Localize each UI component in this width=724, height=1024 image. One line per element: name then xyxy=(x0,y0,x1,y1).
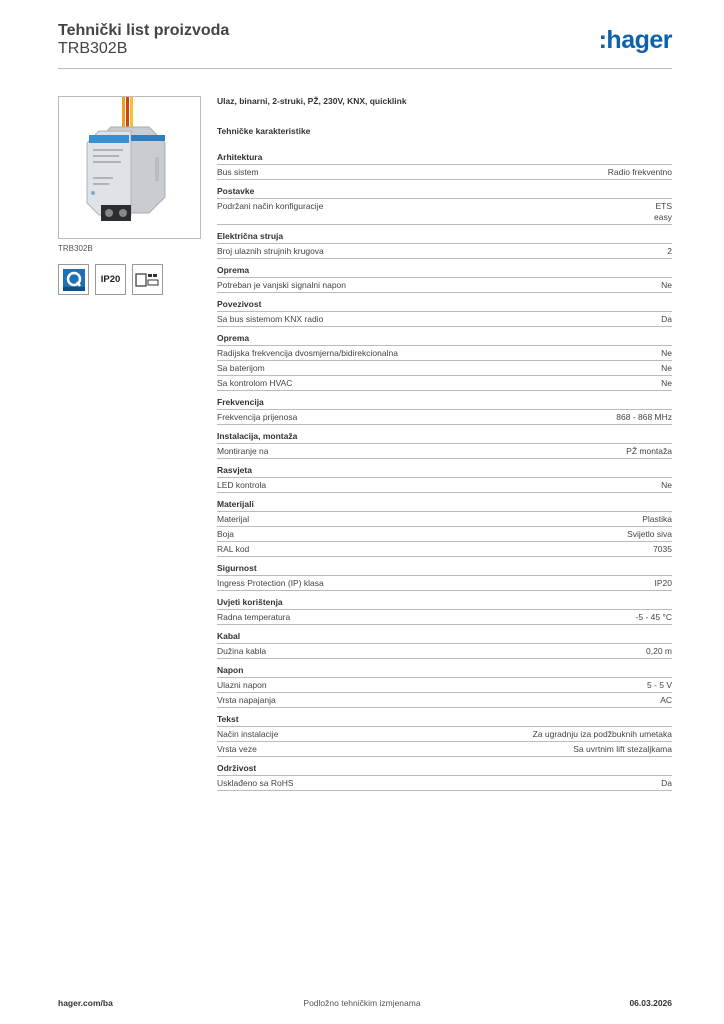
spec-section xyxy=(217,152,672,180)
spec-row xyxy=(217,692,672,708)
spec-row xyxy=(217,164,672,180)
spec-value-line: Ne xyxy=(661,280,672,290)
spec-value xyxy=(661,280,672,291)
spec-section-title: Održivost xyxy=(217,763,257,773)
spec-value xyxy=(661,348,672,359)
page-title: Tehnički list proizvoda xyxy=(58,22,230,39)
spec-row xyxy=(217,375,672,391)
spec-value xyxy=(636,612,672,623)
spec-value-line: ETS xyxy=(655,201,672,211)
spec-value xyxy=(661,378,672,389)
spec-section-title: Oprema xyxy=(217,333,250,343)
spec-label: Ulazni napon xyxy=(217,680,267,690)
spec-value xyxy=(626,446,672,457)
product-code: TRB302B xyxy=(58,40,128,57)
spec-section-title: Rasvjeta xyxy=(217,465,252,475)
spec-value xyxy=(616,412,672,423)
spec-value xyxy=(661,314,672,325)
spec-row xyxy=(217,511,672,526)
spec-label: Usklađeno sa RoHS xyxy=(217,778,294,788)
spec-row xyxy=(217,541,672,557)
spec-value-line: -5 - 45 °C xyxy=(635,612,672,622)
mounting-box-badge xyxy=(132,264,163,295)
spec-section-title: Tekst xyxy=(217,714,239,724)
spec-row xyxy=(217,643,672,659)
spec-value xyxy=(660,695,672,706)
spec-value-line: Za ugradnju iza podžbuknih umetaka xyxy=(532,729,672,739)
spec-label: Radna temperatura xyxy=(217,612,291,622)
spec-row xyxy=(217,741,672,757)
spec-section xyxy=(217,186,672,225)
spec-section xyxy=(217,431,672,459)
spec-label: Sa bus sistemom KNX radio xyxy=(217,314,324,324)
spec-value xyxy=(627,529,672,540)
spec-section xyxy=(217,597,672,625)
spec-section xyxy=(217,714,672,757)
spec-row xyxy=(217,526,672,541)
spec-value-line: Ne xyxy=(661,348,672,358)
spec-label: Vrsta veze xyxy=(217,744,257,754)
spec-section-title: Materijali xyxy=(217,499,254,509)
quality-badge-icon xyxy=(61,267,87,293)
spec-row xyxy=(217,409,672,425)
spec-value xyxy=(533,729,672,740)
spec-value xyxy=(646,646,672,657)
spec-section-title: Napon xyxy=(217,665,244,675)
spec-value xyxy=(667,246,672,257)
spec-value-line: AC xyxy=(660,695,672,705)
spec-label: Sa kontrolom HVAC xyxy=(217,378,293,388)
spec-label: Potreban je vanjski signalni napon xyxy=(217,280,347,290)
spec-label: Vrsta napajanja xyxy=(217,695,276,705)
footer-date: 06.03.2026 xyxy=(629,998,672,1008)
spec-value-line: Radio frekventno xyxy=(607,167,672,177)
spec-value-line: 2 xyxy=(667,246,672,256)
spec-section xyxy=(217,665,672,708)
spec-section xyxy=(217,465,672,493)
spec-section-title: Uvjeti korištenja xyxy=(217,597,283,607)
spec-label: Način instalacije xyxy=(217,729,279,739)
spec-value-line: 7035 xyxy=(653,544,672,554)
spec-value-line: IP20 xyxy=(654,578,672,588)
spec-value xyxy=(655,578,673,589)
spec-value-line: Svijetlo siva xyxy=(627,529,672,539)
characteristics-title: Tehničke karakteristike xyxy=(217,126,311,136)
spec-value-line: 0,20 m xyxy=(646,646,672,656)
spec-row xyxy=(217,198,672,225)
spec-value xyxy=(654,201,672,223)
spec-value-line: 5 - 5 V xyxy=(646,680,672,690)
spec-row xyxy=(217,277,672,293)
spec-label: Frekvencija prijenosa xyxy=(217,412,298,422)
spec-label: LED kontrola xyxy=(217,480,267,490)
spec-value-line: easy xyxy=(654,212,672,222)
spec-value-line: Da xyxy=(661,778,672,788)
spec-section xyxy=(217,333,672,391)
spec-row xyxy=(217,311,672,327)
spec-row xyxy=(217,477,672,493)
spec-value xyxy=(642,514,672,525)
spec-label: RAL kod xyxy=(217,544,250,554)
spec-label: Bus sistem xyxy=(217,167,259,177)
spec-section xyxy=(217,763,672,791)
spec-value xyxy=(661,363,672,374)
spec-row xyxy=(217,775,672,791)
spec-value-line: 868 - 868 MHz xyxy=(616,412,672,422)
spec-section-title: Oprema xyxy=(217,265,250,275)
spec-label: Podržani način konfiguracije xyxy=(217,201,324,211)
spec-section-title: Arhitektura xyxy=(217,152,263,162)
spec-value xyxy=(661,480,672,491)
spec-value xyxy=(653,544,672,555)
spec-value-line: Ne xyxy=(661,378,672,388)
mounting-box-icon xyxy=(135,271,161,289)
spec-value xyxy=(608,167,672,178)
photo-caption: TRB302B xyxy=(58,244,93,253)
spec-section-title: Sigurnost xyxy=(217,563,257,573)
footer-note: Podložno tehničkim izmjenama xyxy=(303,998,421,1008)
spec-label: Boja xyxy=(217,529,235,539)
spec-value-line: Plastika xyxy=(642,514,672,524)
spec-section xyxy=(217,397,672,425)
spec-value-line: Sa uvrtnim lift stezaljkama xyxy=(573,744,672,754)
footer-website[interactable]: hager.com/ba xyxy=(58,998,113,1008)
spec-row xyxy=(217,443,672,459)
spec-value xyxy=(647,680,672,691)
spec-section-title: Instalacija, montaža xyxy=(217,431,298,441)
spec-value-line: Da xyxy=(661,314,672,324)
spec-value-line: PŽ montaža xyxy=(626,446,672,456)
spec-section xyxy=(217,499,672,557)
spec-label: Dužina kabla xyxy=(217,646,267,656)
spec-value xyxy=(661,778,672,789)
spec-section-title: Povezivost xyxy=(217,299,262,309)
product-photo xyxy=(58,96,201,239)
spec-row xyxy=(217,677,672,692)
spec-value xyxy=(573,744,672,755)
spec-row xyxy=(217,360,672,375)
certification-badges xyxy=(58,264,163,295)
spec-section-title: Frekvencija xyxy=(217,397,264,407)
spec-row xyxy=(217,345,672,360)
spec-section-title: Električna struja xyxy=(217,231,284,241)
ip20-badge-label: IP20 xyxy=(100,274,121,285)
spec-value-line: Ne xyxy=(661,363,672,373)
spec-section-title: Kabal xyxy=(217,631,241,641)
spec-row xyxy=(217,609,672,625)
hager-logo: :hager xyxy=(598,26,672,54)
spec-label: Materijal xyxy=(217,514,250,524)
spec-label: Ingress Protection (IP) klasa xyxy=(217,578,324,588)
spec-label: Broj ulaznih strujnih krugova xyxy=(217,246,324,256)
spec-label: Radijska frekvencija dvosmjerna/bidirekcionalna xyxy=(217,348,398,358)
product-image xyxy=(59,97,201,239)
spec-section xyxy=(217,231,672,259)
specifications xyxy=(217,96,672,797)
spec-row xyxy=(217,243,672,259)
spec-row xyxy=(217,726,672,741)
spec-label: Sa baterijom xyxy=(217,363,265,373)
spec-section xyxy=(217,265,672,293)
spec-row xyxy=(217,575,672,591)
spec-label: Montiranje na xyxy=(217,446,269,456)
ip20-badge xyxy=(95,264,126,295)
spec-section xyxy=(217,563,672,591)
quality-badge xyxy=(58,264,89,295)
header-divider xyxy=(58,68,672,69)
spec-section-title: Postavke xyxy=(217,186,255,196)
spec-value-line: Ne xyxy=(661,480,672,490)
product-description: Ulaz, binarni, 2-struki, PŽ, 230V, KNX, quicklink xyxy=(217,96,407,106)
spec-section xyxy=(217,631,672,659)
spec-section xyxy=(217,299,672,327)
